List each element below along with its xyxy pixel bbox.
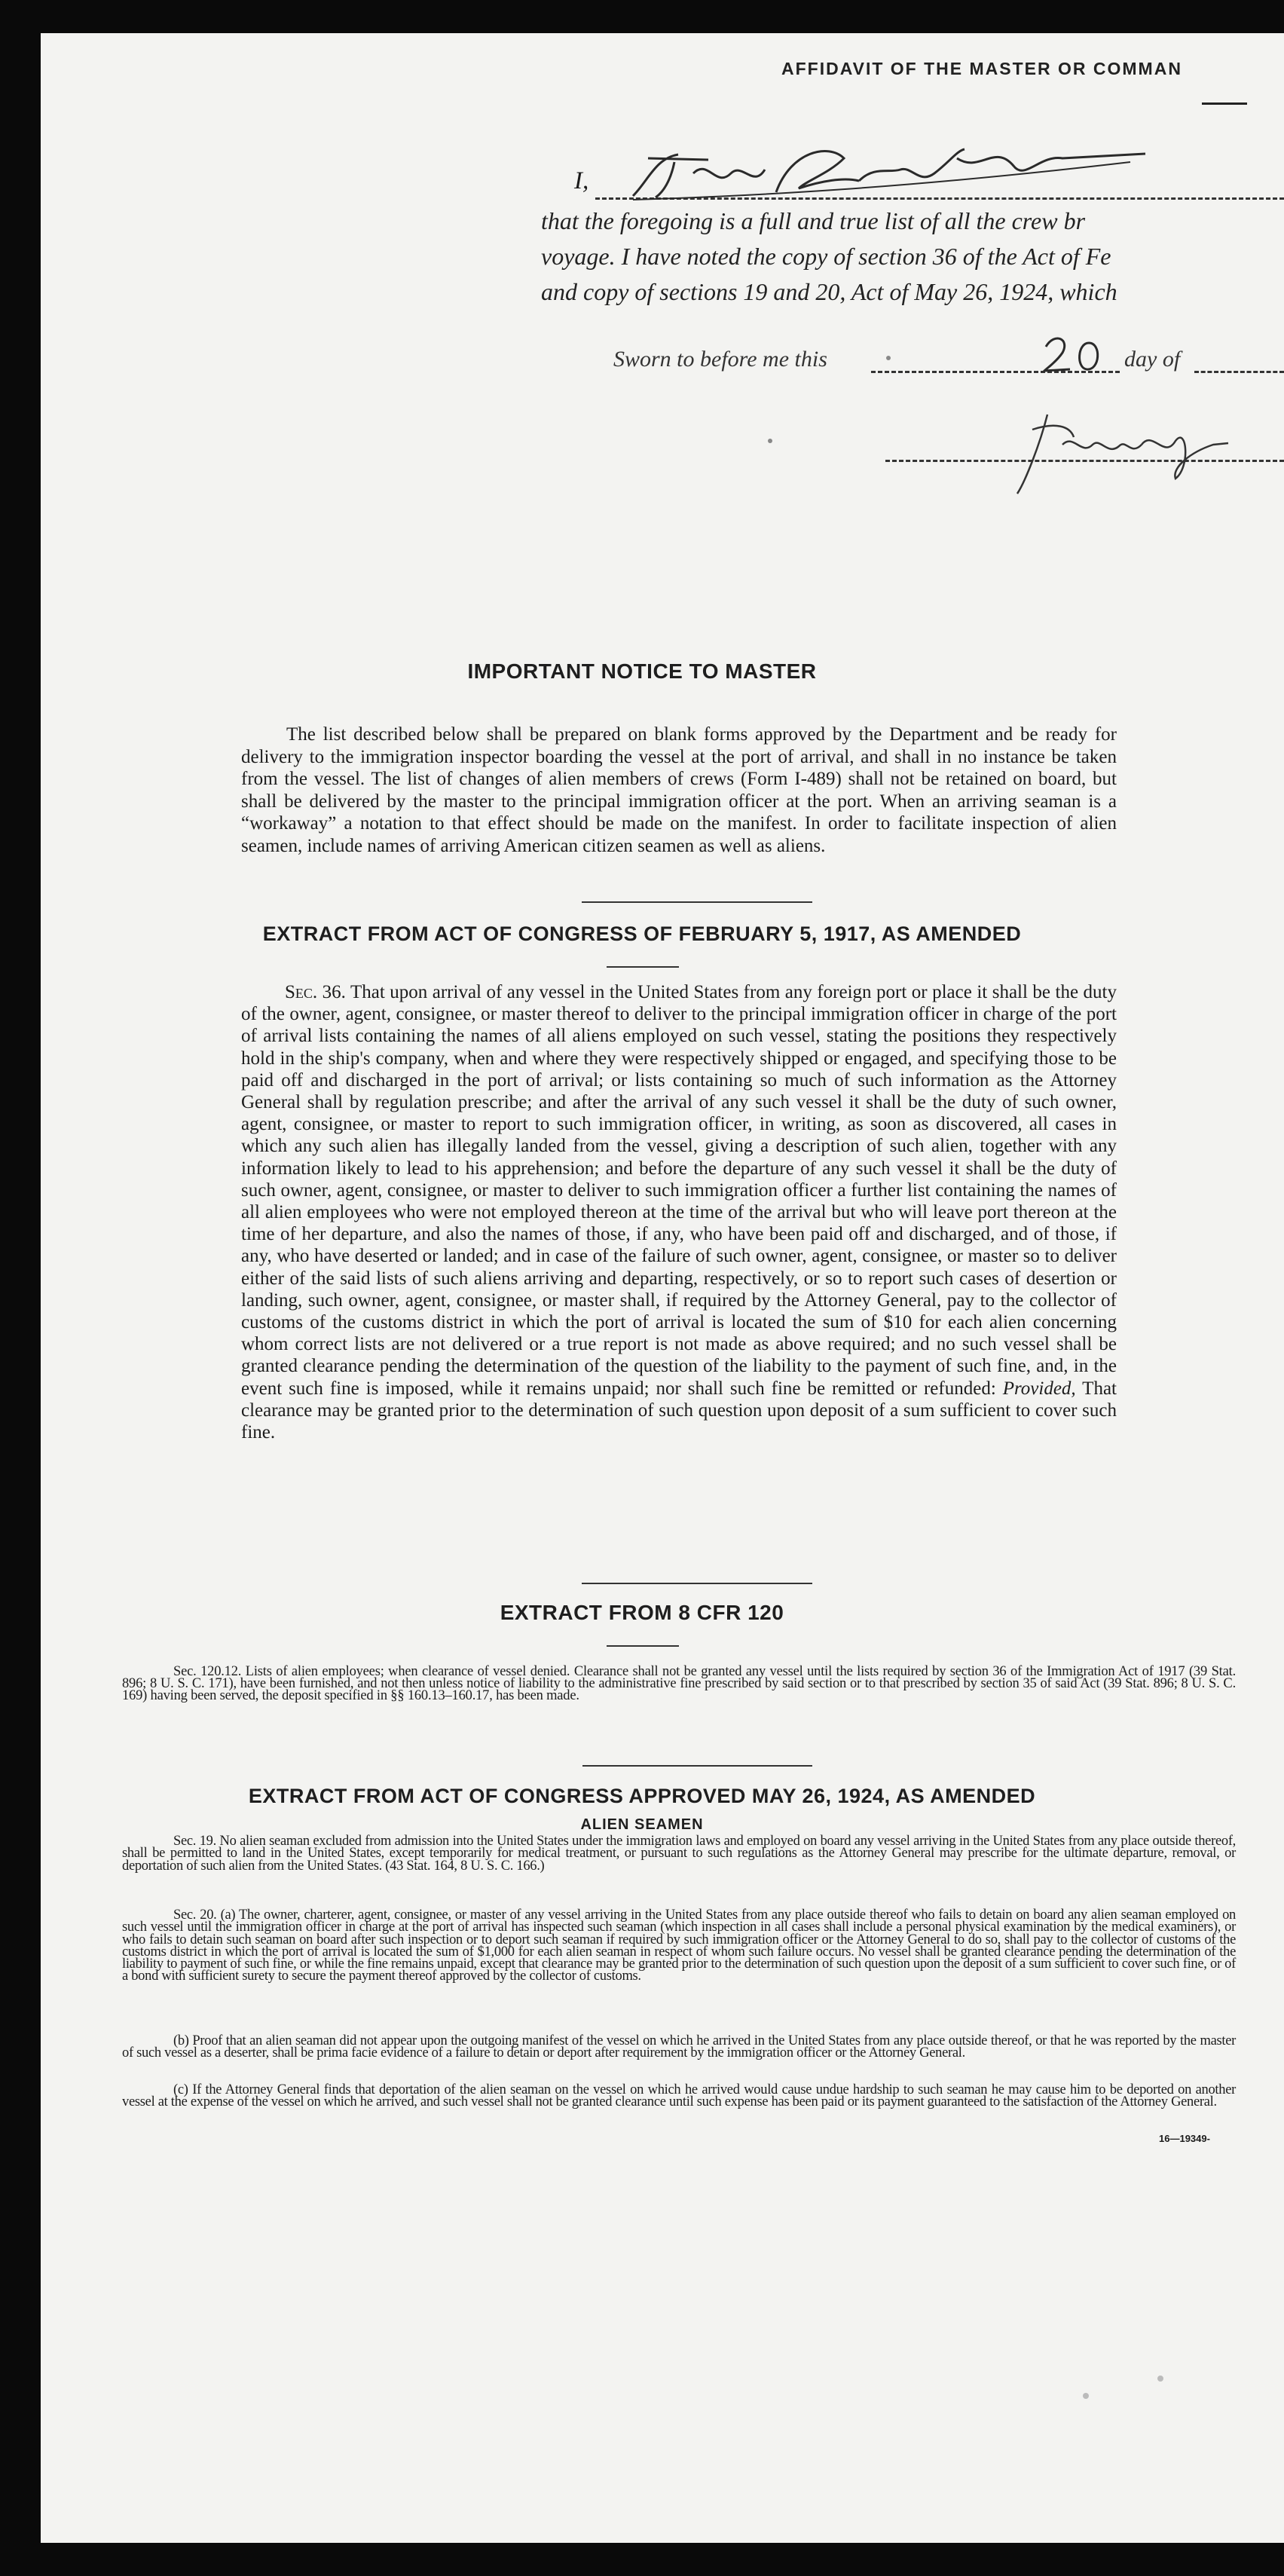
sworn-text: Sworn to before me this bbox=[613, 347, 827, 372]
master-signature bbox=[603, 128, 1175, 211]
heading-underline bbox=[607, 966, 679, 968]
act-1924-heading: EXTRACT FROM ACT OF CONGRESS APPROVED MAY 26, 1924, AS AMENDED bbox=[248, 1785, 1036, 1807]
oath-line-2: voyage. I have noted the copy of section 36 of the Act of Fe bbox=[541, 243, 1111, 270]
section-36-body: That upon arrival of any vessel in the United States from any foreign port or place it shall be the duty of the owner, agent, consignee, or master thereof to deliver to the principal immigration officer in charge of the port of arrival lists containing the names of all aliens employed on such vessel, stating the positions they respectively hold in the ship's company, when and where they were respectively shipped or engaged, and specifying those to be paid off and discharged in the port of arrival; or lists containing so much of such information as the Attorney General shall by regulation prescribe; and after the arrival of any such vessel it shall be the duty of such owner, agent, consignee, or master to report to such immigration officer, in writing, as soon as discovered, all cases in which any such alien has illegally landed from the vessel, giving a description of such alien, together with any information likely to lead to his apprehension; and before the departure of any such vessel it shall be the duty of such owner, agent, consignee, or master to deliver to such immigration officer a further list containing the names of all alien employees who were not employed thereon at the time of the arrival but who will leave port thereon at the time of her departure, and also the names of those, if any, who have been paid off and discharged, and of those, if any, who have deserted or landed; and in case of the failure of such owner, agent, consignee, or master so to deliver either of the said lists of such aliens arriving and departing, respectively, or so to report such cases of desertion or landing, such owner, agent, consignee, or master shall, if required by the Attorney General, pay to the collector of customs of the customs district in which the port of arrival is located the sum of $10 for each alien concerning whom correct lists are not delivered or a true report is not made as above required; and no such vessel shall be granted clearance pending the determination of the question of the liability to the payment of such fine, and, in the event such fine is imposed, while it remains unpaid; nor shall such fine be remitted or refunded: bbox=[241, 982, 1117, 1399]
cfr-section-text: Sec. 120.12. Lists of alien employees; when clearance of vessel denied. Clearance shall not be granted any vessel until the lists required by section 36 of the Immigration Act of 1917 (39 Stat. 896; 8 U. S. C. 171), have been furnished, and not then unless notice of liability to the administrative fine prescribed by said section or to that prescribed by section 35 of said Act (39 Stat. 896; 8 U. S. C. 169) having been served, the deposit specified in §§ 160.13–160.17, has been made. bbox=[122, 1664, 1236, 1703]
affidavit-title: AFFIDAVIT OF THE MASTER OR COMMAN bbox=[781, 59, 1182, 78]
oath-line-3: and copy of sections 19 and 20, Act of May 26, 1924, which bbox=[541, 278, 1117, 305]
act-1917-heading: EXTRACT FROM ACT OF CONGRESS OF FEBRUARY 5, 1917, AS AMENDED bbox=[262, 922, 1022, 945]
officer-signature bbox=[1002, 399, 1243, 505]
oath-line-1: that the foregoing is a full and true list of all the crew br bbox=[541, 207, 1086, 234]
sworn-day-text: day of bbox=[1124, 347, 1181, 372]
section-36-label: Sec. 36. bbox=[285, 982, 346, 1002]
paper-mark bbox=[768, 439, 772, 443]
section-36-proviso: That clearance may be granted prior to the determination of such question upon deposit of a sum sufficient to cover such fine. bbox=[241, 1378, 1117, 1443]
paper-mark bbox=[1083, 2393, 1089, 2399]
heading-underline bbox=[607, 1645, 679, 1647]
cfr-heading: EXTRACT FROM 8 CFR 120 bbox=[500, 1601, 784, 1624]
section-divider bbox=[582, 1583, 812, 1584]
handwritten-day bbox=[1040, 332, 1115, 377]
notice-body: The list described below shall be prepared on blank forms approved by the Department and be ready for delivery to the immigration inspector boarding the vessel at the port of arrival, and shall in no instance be taken from the vessel. The list of changes of alien members of crews (Form I-489) shall not be retained on board, but shall be delivered by the master to the principal immigration officer at the port. When an arriving seaman is a “workaway” a notation to that effect should be made on the manifest. In order to facilitate inspection of alien seamen, include names of arriving American citizen seamen as well as aliens. bbox=[241, 724, 1117, 856]
proviso-word: Provided, bbox=[1002, 1378, 1076, 1399]
section-divider bbox=[582, 901, 812, 903]
section-36-text bbox=[241, 981, 1117, 1443]
section-20a-text: Sec. 20. (a) The owner, charterer, agent, consignee, or master of any vessel arriving in the United States from any place outside thereof who fails to detain on board any alien seaman employed on such vessel until the immigration officer in charge at the port of arrival has inspected such seaman (which inspection in all cases shall include a personal physical examination by the medical examiners), or who fails to detain such seaman on board after such inspection or to deport such seaman if required by such immigration officer or the Attorney General to do so, shall pay to the collector of customs of the customs district in which the port of arrival is located the sum of $1,000 for each alien seaman in respect of whom such failure occurs. No vessel shall be granted clearance pending the determination of the liability to payment of such fine, or while the fine remains unpaid, except that clearance may be granted prior to the determination of such question upon the deposit of a sum sufficient to cover such fine, or of a bond with sufficient surety to secure the payment thereof approved by the collector of customs. bbox=[122, 1908, 1236, 1984]
oath-prefix: I, bbox=[574, 167, 589, 194]
affidavit-title-rule bbox=[1202, 102, 1247, 105]
section-19-text: Sec. 19. No alien seaman excluded from admission into the United States under the immigration laws and employed on board any vessel arriving in the United States from any place outside thereof, shall be permitted to land in the United States, except temporarily for medical treatment, or pursuant to such regulations as the Attorney General may prescribe for the ultimate departure, removal, or deportation of such alien from the United States. (43 Stat. 164, 8 U. S. C. 166.) bbox=[122, 1834, 1236, 1874]
section-divider bbox=[582, 1765, 812, 1767]
month-line bbox=[1194, 371, 1284, 373]
section-20b-text: (b) Proof that an alien seaman did not appear upon the outgoing manifest of the vessel on which he arrived in the United States from any place outside thereof, or that he was reported by the master of such vessel as a deserter, shall be prima facie evidence of a failure to detain or deport after requirement by the immigration officer or the Attorney General. bbox=[122, 2033, 1236, 2061]
alien-seamen-subheading: ALIEN SEAMEN bbox=[580, 1816, 704, 1833]
notice-heading: IMPORTANT NOTICE TO MASTER bbox=[467, 659, 817, 683]
paper-mark bbox=[886, 356, 891, 360]
section-20c-text: (c) If the Attorney General finds that deportation of the alien seaman on the vessel on which he arrived would cause undue hardship to such seaman he may cause him to be deported on another vessel at the expense of the vessel on which he arrived, and such vessel shall not be granted clearance until such expense has been paid or its payment guaranteed to the satisfaction of the Attorney General. bbox=[122, 2082, 1236, 2110]
form-number: 16—19349- bbox=[1159, 2133, 1210, 2144]
paper-mark bbox=[1157, 2376, 1163, 2382]
